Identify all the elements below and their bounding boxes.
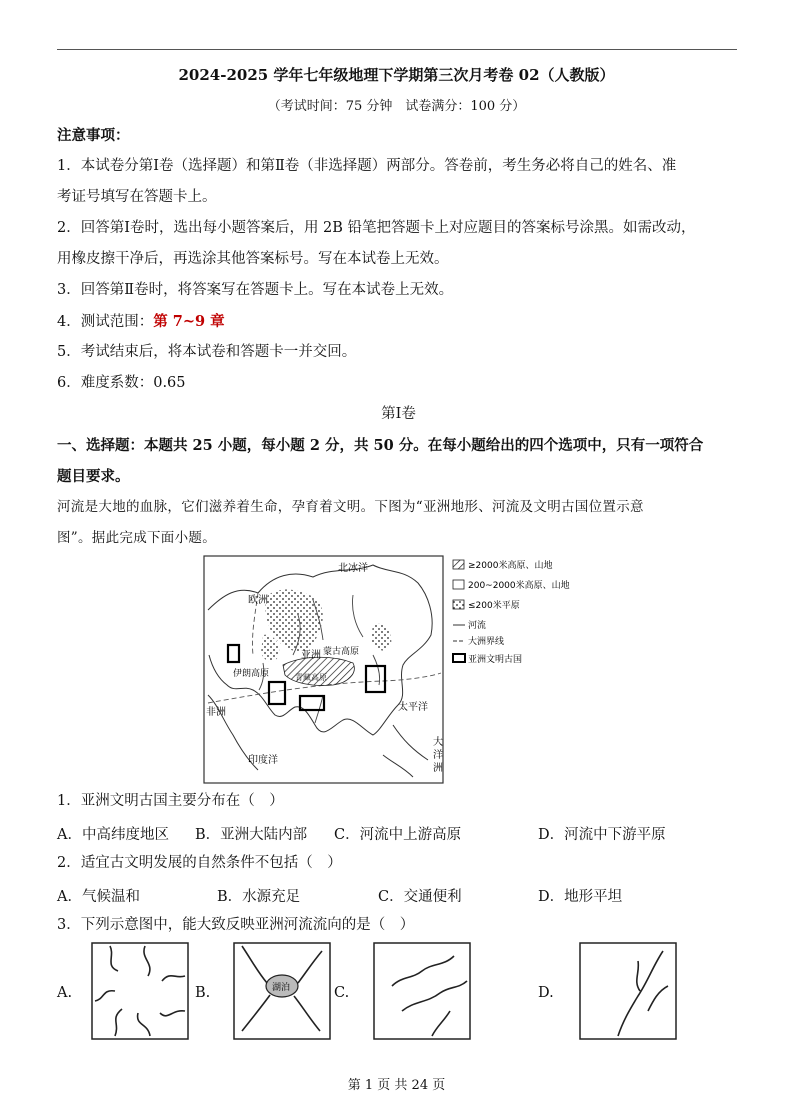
q1-option-c: C．河流中上游高原: [334, 827, 462, 843]
label-europe: 欧洲: [248, 595, 268, 606]
notice-item-4: [57, 306, 740, 338]
label-arctic: 北冰洋: [338, 563, 368, 574]
q3-option-b-label: B.: [195, 985, 211, 1001]
page-footer: 第 1 页 共 24 页: [347, 1078, 446, 1093]
notice-item-6: 6．难度系数：0.65: [57, 375, 186, 391]
q2-option-a: A．气候温和: [57, 889, 140, 905]
notice-item-1a: 1．本试卷分第Ⅰ卷（选择题）和第Ⅱ卷（非选择题）两部分。答卷前，考生务必将自己的姓名、准: [57, 158, 677, 174]
test-range: 第 7~9 章: [153, 313, 225, 330]
legend-low: ≤200米平原: [468, 601, 520, 611]
label-africa: 非洲: [206, 707, 226, 718]
section-heading-1: 一、选择题：本题共 25 小题，每小题 2 分，共 50 分。在每小题给出的四个选项中，只有一项符合: [57, 437, 704, 454]
lake-label: 湖泊: [272, 983, 291, 993]
legend-boundary: 大洲界线: [468, 637, 505, 647]
notice-item-2a: 2．回答第Ⅰ卷时，选出每小题答案后，用 2B 铅笔把答题卡上对应题目的答案标号涂黑。如需改动，: [57, 220, 696, 236]
intro-line-2: 图”。据此完成下面小题。: [57, 530, 217, 546]
q1-option-b: B．亚洲大陆内部: [195, 827, 308, 843]
notice-item-2b: 用橡皮擦干净后，再选涂其他答案标号。写在本试卷上无效。: [57, 251, 449, 267]
question-3: 3．下列示意图中，能大致反映亚洲河流流向的是（ ）: [57, 917, 415, 933]
q3-option-c-label: C.: [334, 985, 350, 1001]
legend-river: 河流: [468, 621, 487, 631]
legend-high: ≥2000米高原、山地: [468, 561, 553, 571]
q1-option-d: D．河流中下游平原: [538, 827, 666, 843]
notice-item-5: 5．考试结束后，将本试卷和答题卡一并交回。: [57, 344, 357, 360]
label-oceania-1: 大: [433, 737, 443, 748]
label-asia: 亚洲: [301, 650, 321, 661]
notice-item-3: 3．回答第Ⅱ卷时，将答案写在答题卡上。写在本试卷上无效。: [57, 282, 454, 298]
q2-option-c: C．交通便利: [378, 889, 462, 905]
q2-option-d: D．地形平坦: [538, 889, 623, 905]
question-2: 2．适宜古文明发展的自然条件不包括（ ）: [57, 855, 342, 871]
q3-diagram-a: [80, 941, 200, 1041]
exam-title: 2024-2025 学年七年级地理下学期第三次月考卷 02（人教版）: [178, 66, 615, 84]
map-legend: [453, 559, 570, 665]
label-oceania-2: 洋: [433, 750, 443, 761]
notice-item-1b: 考证号填写在答题卡上。: [57, 189, 217, 205]
q3-option-a-label: A.: [57, 985, 73, 1001]
label-oceania-3: 洲: [433, 763, 443, 774]
legend-mid: 200~2000米高原、山地: [468, 581, 570, 591]
q3-diagram-c: [362, 941, 482, 1041]
header-rule: [57, 49, 737, 50]
notice-heading: 注意事项：: [57, 127, 130, 144]
intro-line-1: 河流是大地的血脉，它们滋养着生命，孕育着文明。下图为“亚洲地形、河流及文明古国位置示意: [57, 499, 644, 515]
notice-item-4-prefix: 4．测试范围：: [57, 314, 154, 330]
label-tibet: 青藏高原: [295, 673, 327, 682]
q2-option-b: B．水源充足: [217, 889, 301, 905]
q3-diagram-d: [568, 941, 688, 1041]
question-1: 1．亚洲文明古国主要分布在（ ）: [57, 793, 284, 809]
legend-civ: 亚洲文明古国: [468, 655, 523, 665]
asia-map: [203, 555, 593, 785]
label-indian: 印度洋: [248, 755, 278, 766]
volume-label: 第Ⅰ卷: [381, 406, 416, 422]
q1-option-a: A．中高纬度地区: [57, 827, 169, 843]
section-heading-2: 题目要求。: [57, 468, 130, 485]
q3-diagram-b: [222, 941, 342, 1041]
exam-subtitle: （考试时间：75 分钟 试卷满分：100 分）: [267, 99, 526, 114]
q3-option-d-label: D.: [538, 985, 554, 1001]
label-mongolia: 蒙古高原: [323, 647, 360, 657]
label-pacific: 太平洋: [398, 702, 428, 713]
label-iran: 伊朗高原: [233, 669, 270, 679]
